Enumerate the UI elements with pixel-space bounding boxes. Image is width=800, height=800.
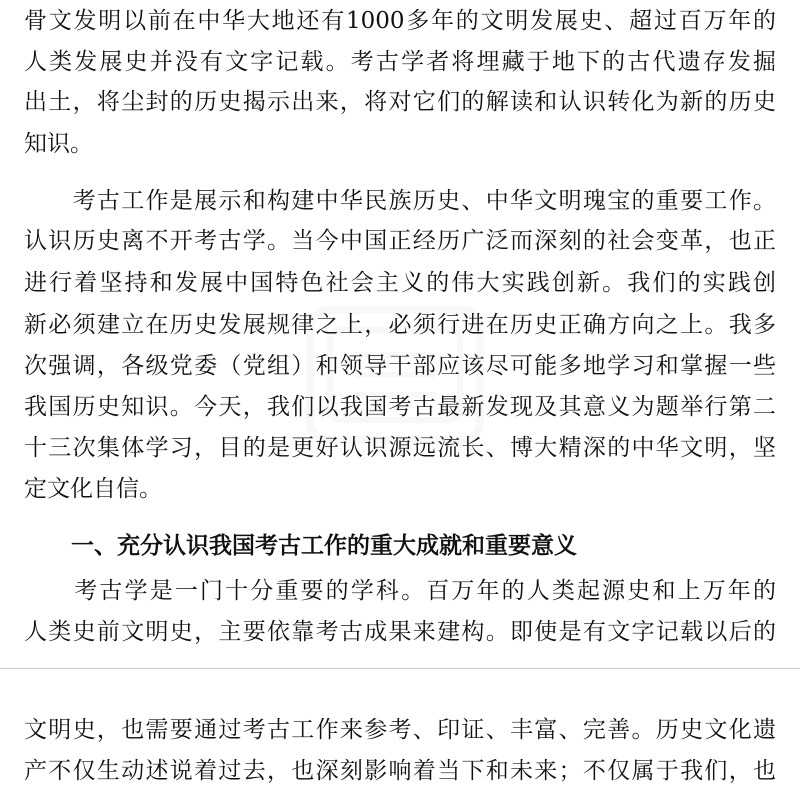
paragraph-line: 人类发展史并没有文字记载。考古学者将埋藏于地下的古代遗存发掘 bbox=[24, 49, 776, 75]
paragraph-line: 定文化自信。 bbox=[24, 476, 162, 502]
paragraph-line: 十三次集体学习，目的是更好认识源远流长、博大精深的中华文明，坚 bbox=[24, 435, 776, 461]
paragraph-line: 人类史前文明史，主要依靠考古成果来建构。即使是有文字记载以后的 bbox=[24, 619, 776, 645]
paragraph-line: 进行着坚持和发展中国特色社会主义的伟大实践创新。我们的实践创 bbox=[24, 270, 776, 296]
paragraph-line: 我国历史知识。今天，我们以我国考古最新发现及其意义为题举行第二 bbox=[24, 394, 776, 420]
paragraph-line: 文明史，也需要通过考古工作来参考、印证、丰富、完善。历史文化遗 bbox=[24, 717, 776, 743]
paragraph-line: 骨文发明以前在中华大地还有1000多年的文明发展史、超过百万年的 bbox=[24, 8, 776, 34]
paragraph-line: 考古工作是展示和构建中华民族历史、中华文明瑰宝的重要工作。 bbox=[24, 188, 776, 214]
paragraph-line: 新必须建立在历史发展规律之上，必须行进在历史正确方向之上。我多 bbox=[24, 312, 776, 338]
paragraph-line: 出土，将尘封的历史揭示出来，将对它们的解读和认识转化为新的历史 bbox=[24, 89, 776, 115]
paragraph-line: 认识历史离不开考古学。当今中国正经历广泛而深刻的社会变革，也正 bbox=[24, 228, 776, 254]
section-heading: 一、充分认识我国考古工作的重大成就和重要意义 bbox=[71, 533, 577, 559]
document-page-bottom bbox=[0, 669, 800, 800]
paragraph-line: 知识。 bbox=[24, 131, 93, 157]
paragraph-line: 考古学是一门十分重要的学科。百万年的人类起源史和上万年的 bbox=[24, 578, 776, 604]
paragraph-line: 产不仅生动述说着过去，也深刻影响着当下和未来；不仅属于我们，也 bbox=[24, 758, 776, 784]
paragraph-line: 次强调，各级党委（党组）和领导干部应该尽可能多地学习和掌握一些 bbox=[24, 353, 776, 379]
